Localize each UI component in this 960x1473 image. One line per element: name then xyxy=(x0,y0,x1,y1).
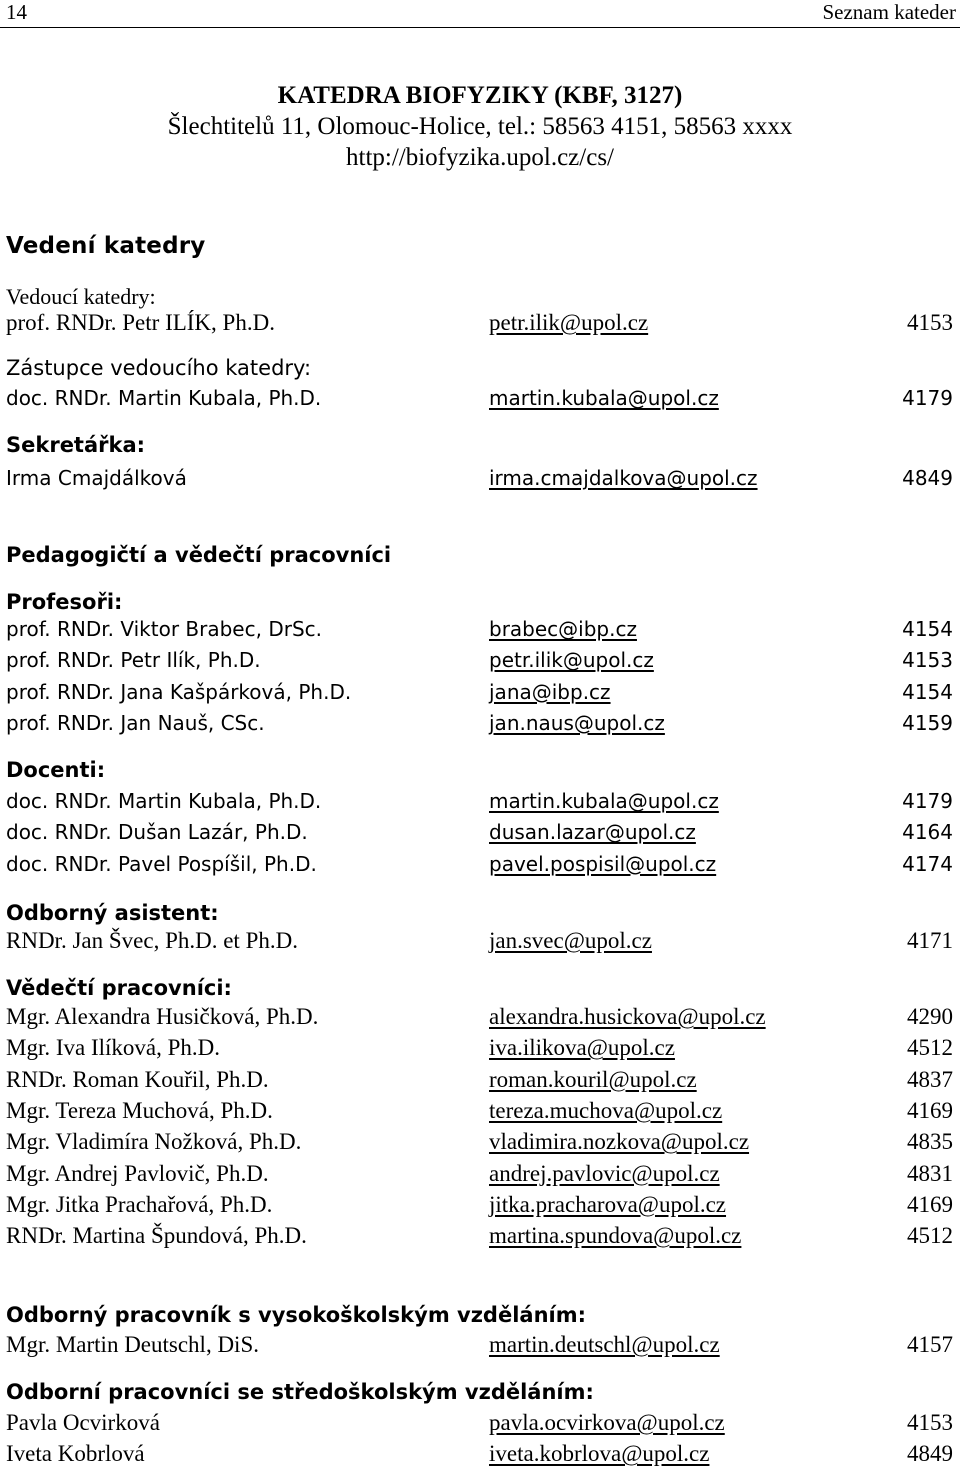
secretary-row xyxy=(0,466,960,496)
person-name: RNDr. Martina Špundová, Ph.D. xyxy=(6,1223,307,1249)
contact-row xyxy=(0,820,960,850)
email-link[interactable]: brabec@ibp.cz xyxy=(489,617,637,641)
email-link[interactable]: jan.naus@upol.cz xyxy=(489,710,665,735)
contact-row xyxy=(0,617,960,647)
phone-extension: 4290 xyxy=(907,1004,953,1029)
email-link[interactable]: alexandra.husickova@upol.cz xyxy=(489,1004,766,1029)
email-link[interactable]: dusan.lazar@upol.cz xyxy=(489,820,696,845)
phone-extension: 4835 xyxy=(907,1129,953,1155)
person-name: Mgr. Andrej Pavlovič, Ph.D. xyxy=(6,1160,269,1186)
deputy-row xyxy=(0,386,960,416)
email-link[interactable]: petr.ilik@upol.cz xyxy=(489,648,654,673)
contact-row xyxy=(0,1441,960,1471)
contact-row xyxy=(0,1192,960,1222)
email-link[interactable]: martin.kubala@upol.cz xyxy=(489,386,719,410)
page-header xyxy=(0,0,960,26)
contact-row xyxy=(0,1129,960,1159)
email-link[interactable]: iveta.kobrlova@upol.cz xyxy=(489,1441,710,1467)
department-address: Šlechtitelů 11, Olomouc-Holice, tel.: 58563 4151, 58563 xxxx xyxy=(167,113,793,140)
phone-extension: 4849 xyxy=(907,1441,953,1467)
person-name: Mgr. Vladimíra Nožková, Ph.D. xyxy=(6,1129,302,1155)
contact-row xyxy=(0,648,960,678)
phone-extension: 4153 xyxy=(907,1410,953,1435)
header-divider xyxy=(0,27,960,28)
email-link[interactable]: martina.spundova@upol.cz xyxy=(489,1223,742,1249)
person-name: doc. RNDr. Martin Kubala, Ph.D. xyxy=(6,789,322,813)
email-link[interactable]: iva.ilikova@upol.cz xyxy=(489,1035,675,1061)
person-name: Mgr. Iva Ilíková, Ph.D. xyxy=(6,1035,221,1061)
staff-heading: Pedagogičtí a vědečtí pracovníci xyxy=(6,543,392,567)
phone-extension: 4512 xyxy=(907,1035,953,1061)
phone-extension: 4179 xyxy=(902,789,953,813)
phone-extension: 4849 xyxy=(902,466,953,490)
contact-row xyxy=(0,852,960,882)
head-label: Vedoucí katedry: xyxy=(6,284,156,309)
email-link[interactable]: tereza.muchova@upol.cz xyxy=(489,1097,723,1123)
person-name: doc. RNDr. Dušan Lazár, Ph.D. xyxy=(6,820,308,845)
contact-row xyxy=(0,1332,960,1362)
person-name: Mgr. Jitka Prachařová, Ph.D. xyxy=(6,1191,273,1217)
person-name: doc. RNDr. Martin Kubala, Ph.D. xyxy=(6,386,322,410)
email-link[interactable]: andrej.pavlovic@upol.cz xyxy=(489,1160,720,1186)
contact-row xyxy=(0,1067,960,1097)
phone-extension: 4169 xyxy=(907,1097,953,1123)
contact-row xyxy=(0,1004,960,1034)
person-name: prof. RNDr. Jan Nauš, CSc. xyxy=(6,710,265,735)
phone-extension: 4157 xyxy=(907,1332,953,1357)
researchers-label: Vědečtí pracovníci: xyxy=(6,976,232,1000)
person-name: Mgr. Alexandra Husičková, Ph.D. xyxy=(6,1004,319,1029)
department-website[interactable]: http://biofyzika.upol.cz/cs/ xyxy=(346,144,614,171)
phone-extension: 4153 xyxy=(902,648,953,673)
email-link[interactable]: roman.kouril@upol.cz xyxy=(489,1066,697,1092)
secondary-specialists-label: Odborní pracovníci se středoškolským vzděláním: xyxy=(6,1380,594,1404)
contact-row xyxy=(0,1161,960,1191)
person-name: prof. RNDr. Petr Ilík, Ph.D. xyxy=(6,648,261,673)
person-name: RNDr. Jan Švec, Ph.D. et Ph.D. xyxy=(6,928,298,953)
email-link[interactable]: pavla.ocvirkova@upol.cz xyxy=(489,1410,725,1435)
email-link[interactable]: irma.cmajdalkova@upol.cz xyxy=(489,466,758,490)
contact-row xyxy=(0,1098,960,1128)
person-name: prof. RNDr. Jana Kašpárková, Ph.D. xyxy=(6,679,352,704)
phone-extension: 4154 xyxy=(902,679,953,704)
person-name: prof. RNDr. Petr ILÍK, Ph.D. xyxy=(6,310,275,335)
email-link[interactable]: jitka.pracharova@upol.cz xyxy=(489,1191,727,1217)
assistant-label: Odborný asistent: xyxy=(6,901,219,925)
phone-extension: 4171 xyxy=(907,928,953,953)
email-link[interactable]: pavel.pospisil@upol.cz xyxy=(489,851,717,876)
department-heading xyxy=(0,80,960,173)
email-link[interactable]: petr.ilik@upol.cz xyxy=(489,310,649,335)
phone-extension: 4154 xyxy=(902,617,953,641)
person-name: Iveta Kobrlová xyxy=(6,1441,145,1467)
contact-row xyxy=(0,1223,960,1253)
contact-row xyxy=(0,1035,960,1065)
contact-row xyxy=(0,1410,960,1440)
leadership-heading: Vedení katedry xyxy=(6,233,206,259)
phone-extension: 4831 xyxy=(907,1160,953,1186)
person-name: Mgr. Martin Deutschl, DiS. xyxy=(6,1332,259,1357)
contact-row xyxy=(0,789,960,819)
email-link[interactable]: jana@ibp.cz xyxy=(489,679,611,704)
phone-extension: 4164 xyxy=(902,820,953,845)
person-name: Irma Cmajdálková xyxy=(6,466,187,490)
contact-row xyxy=(0,928,960,958)
phone-extension: 4153 xyxy=(907,310,953,335)
department-name: KATEDRA BIOFYZIKY (KBF, 3127) xyxy=(277,82,683,109)
contact-row xyxy=(0,680,960,710)
deputy-label: Zástupce vedoucího katedry: xyxy=(6,356,312,380)
professors-label: Profesoři: xyxy=(6,590,123,614)
person-name: Pavla Ocvirková xyxy=(6,1410,160,1435)
person-name: RNDr. Roman Kouřil, Ph.D. xyxy=(6,1066,269,1092)
page-number: 14 xyxy=(6,0,27,24)
person-name: Mgr. Tereza Muchová, Ph.D. xyxy=(6,1097,273,1123)
university-specialists-label: Odborný pracovník s vysokoškolským vzděláním: xyxy=(6,1303,587,1327)
phone-extension: 4169 xyxy=(907,1191,953,1217)
person-name: prof. RNDr. Viktor Brabec, DrSc. xyxy=(6,617,322,641)
contact-row xyxy=(0,711,960,741)
secretary-label: Sekretářka: xyxy=(6,433,146,457)
phone-extension: 4179 xyxy=(902,386,953,410)
phone-extension: 4174 xyxy=(902,851,953,876)
phone-extension: 4837 xyxy=(907,1066,953,1092)
phone-extension: 4159 xyxy=(902,710,953,735)
running-section-title: Seznam kateder xyxy=(822,0,956,24)
person-name: doc. RNDr. Pavel Pospíšil, Ph.D. xyxy=(6,851,317,876)
email-link[interactable]: martin.kubala@upol.cz xyxy=(489,789,719,813)
docents-label: Docenti: xyxy=(6,758,106,782)
email-link[interactable]: martin.deutschl@upol.cz xyxy=(489,1332,720,1357)
head-row xyxy=(0,310,960,340)
email-link[interactable]: jan.svec@upol.cz xyxy=(489,928,652,953)
phone-extension: 4512 xyxy=(907,1223,953,1249)
email-link[interactable]: vladimira.nozkova@upol.cz xyxy=(489,1129,750,1155)
